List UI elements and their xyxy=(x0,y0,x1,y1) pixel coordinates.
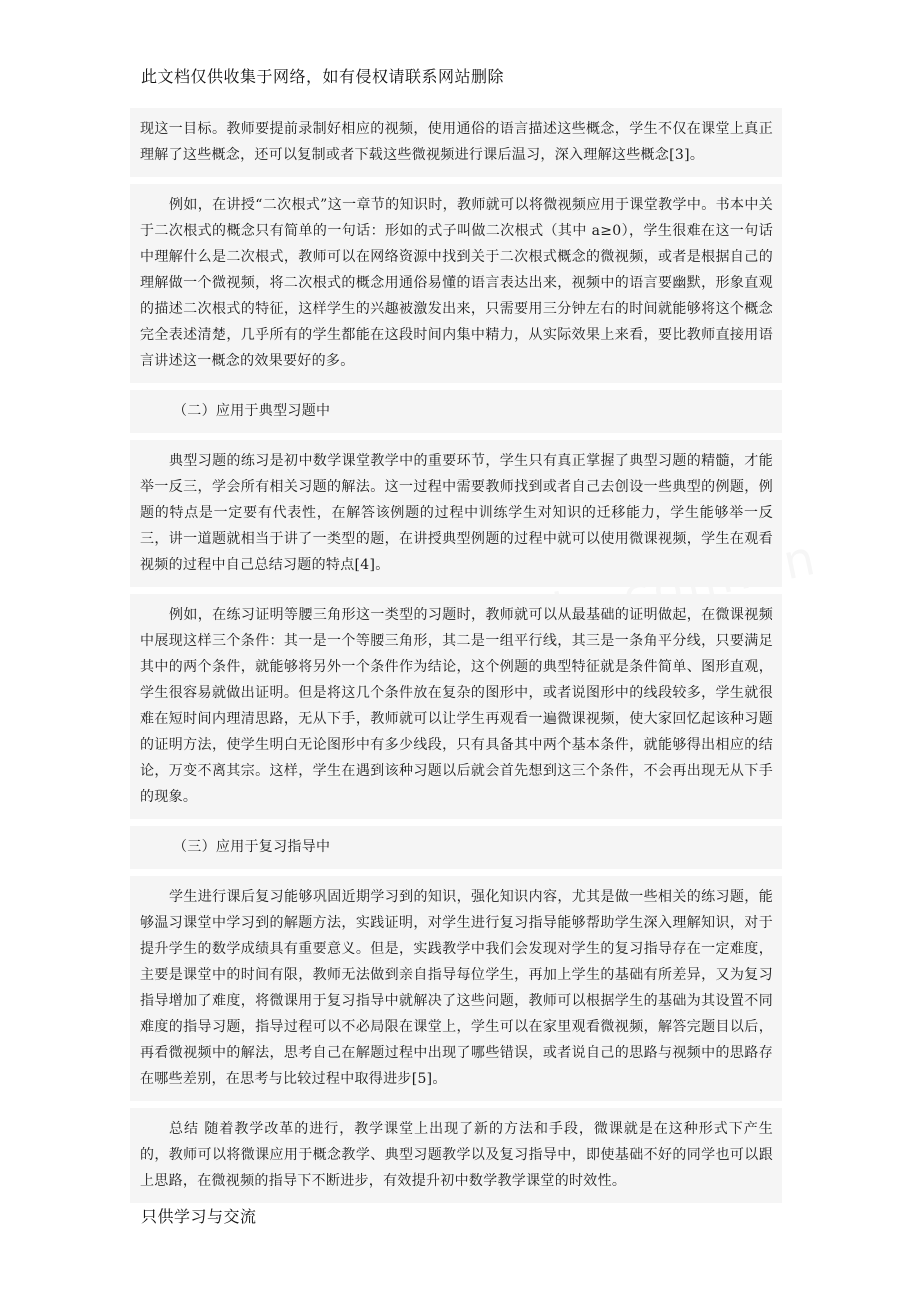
paragraph-block xyxy=(130,876,782,1101)
paragraph-block xyxy=(130,184,782,383)
paragraph-5: 学生进行课后复习能够巩固近期学习到的知识，强化知识内容，尤其是做一些相关的练习题，能够温习课堂中学习到的解题方法，实践证明，对学生进行复习指导能够帮助学生深入理解知识，对于提升学生的数学成绩具有重要意义。但是，实践教学中我们会发现对学生的复习指导存在一定难度，主要是课堂中的时间有限，教师无法做到亲自指导每位学生，再加上学生的基础有所差异，又为复习指导增加了难度，将微课用于复习指导中就解决了这些问题，教师可以根据学生的基础为其设置不同难度的指导习题，指导过程可以不必局限在课堂上，学生可以在家里观看微视频，解答完题目以后，再看微视频中的解法，思考自己在解题过程中出现了哪些错误，或者说自己的思路与视频中的思路存在哪些差别，在思考与比较过程中取得进步[5]。 xyxy=(140,889,773,1087)
section-heading-3: （三）应用于复习指导中 xyxy=(173,839,331,855)
section-heading-block xyxy=(130,826,782,869)
paragraph-block xyxy=(130,594,782,819)
section-heading-2: （二）应用于典型习题中 xyxy=(173,403,331,419)
section-heading-block xyxy=(130,390,782,433)
paragraph-3: 典型习题的练习是初中数学课堂教学中的重要环节，学生只有真正掌握了典型习题的精髓，才能举一反三，学会所有相关习题的解法。这一过程中需要教师找到或者自己去创设一些典型的例题，例题的特点是一定要有代表性，在解答该例题的过程中训练学生对知识的迁移能力，学生能够举一反三，讲一道题就相当于讲了一类型的题，在讲授典型例题的过程中就可以使用微课视频，学生在观看视频的过程中自己总结习题的特点[4]。 xyxy=(140,453,773,573)
paragraph-block xyxy=(130,440,782,587)
paragraph-block xyxy=(130,1108,782,1203)
paragraph-6: 总结 随着教学改革的进行，教学课堂上出现了新的方法和手段，微课就是在这种形式下产生的，教师可以将微课应用于概念教学、典型习题教学以及复习指导中，即使基础不好的同学也可以跟上思路，在微视频的指导下不断进步，有效提升初中数学教学课堂的时效性。 xyxy=(140,1121,773,1189)
paragraph-block xyxy=(130,108,782,177)
document-body xyxy=(130,108,782,1210)
page-footer-notice: 只供学习与交流 xyxy=(141,1207,257,1226)
paragraph-4: 例如，在练习证明等腰三角形这一类型的习题时，教师就可以从最基础的证明做起，在微课视频中展现这样三个条件：其一是一个等腰三角形，其二是一组平行线，其三是一条角平分线，只要满足其中的两个条件，就能够将另外一个条件作为结论，这个例题的典型特征就是条件简单、图形直观，学生很容易就做出证明。但是将这几个条件放在复杂的图形中，或者说图形中的线段较多，学生就很难在短时间内理清思路，无从下手，教师就可以让学生再观看一遍微课视频，使大家回忆起该种习题的证明方法，使学生明白无论图形中有多少线段，只有具备其中两个基本条件，就能够得出相应的结论，万变不离其宗。这样，学生在遇到该种习题以后就会首先想到这三个条件，不会再出现无从下手的现象。 xyxy=(140,607,773,805)
paragraph-1: 现这一目标。教师要提前录制好相应的视频，使用通俗的语言描述这些概念，学生不仅在课堂上真正理解了这些概念，还可以复制或者下载这些微视频进行课后温习，深入理解这些概念[3]。 xyxy=(140,121,773,163)
page-header-notice: 此文档仅供收集于网络，如有侵权请联系网站删除 xyxy=(141,67,505,86)
paragraph-2: 例如，在讲授“二次根式”这一章节的知识时，教师就可以将微视频应用于课堂教学中。书本中关于二次根式的概念只有简单的一句话：形如的式子叫做二次根式（其中 a≥0），学生很难在这一句话中理解什么是二次根式，教师可以在网络资源中找到关于二次根式概念的微视频，或者是根据自己的理解做一个微视频，将二次根式的概念用通俗易懂的语言表达出来，视频中的语言要幽默，形象直观的描述二次根式的特征，这样学生的兴趣被激发出来，只需要用三分钟左右的时间就能够将这个概念完全表述清楚，几乎所有的学生都能在这段时间内集中精力，从实际效果上来看，要比教师直接用语言讲述这一概念的效果要好的多。 xyxy=(140,197,773,369)
